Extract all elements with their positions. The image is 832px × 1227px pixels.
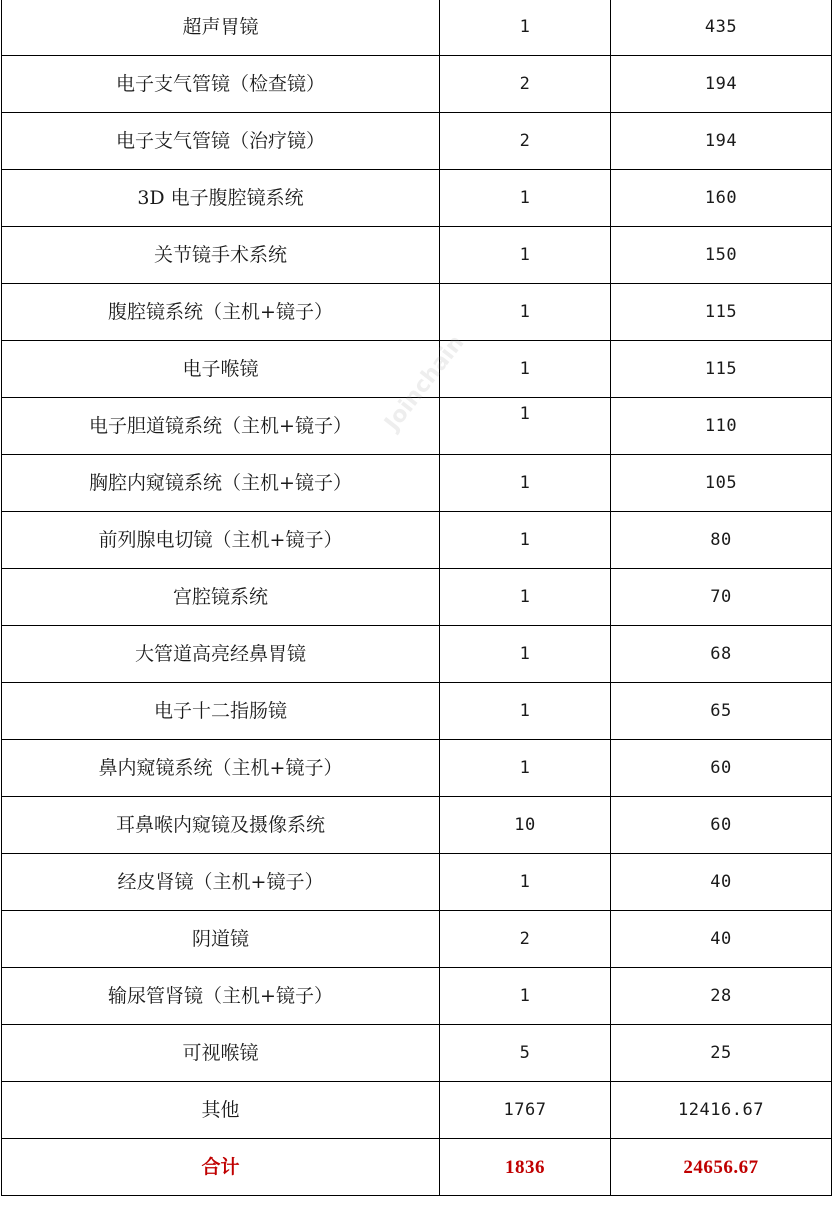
table-row [2, 797, 832, 854]
equipment-name-cell: 电子支气管镜（治疗镜） [2, 113, 440, 170]
count-cell: 1 [440, 170, 611, 227]
table-row [2, 170, 832, 227]
table-row [2, 968, 832, 1025]
equipment-name-cell: 电子支气管镜（检查镜） [2, 56, 440, 113]
equipment-name-cell: 前列腺电切镜（主机+镜子） [2, 512, 440, 569]
value-cell: 194 [611, 113, 832, 170]
equipment-name-cell: 可视喉镜 [2, 1025, 440, 1082]
value-cell: 65 [611, 683, 832, 740]
count-cell: 5 [440, 1025, 611, 1082]
value-cell: 435 [611, 0, 832, 56]
equipment-name-cell: 关节镜手术系统 [2, 227, 440, 284]
table-row [2, 113, 832, 170]
equipment-name-cell: 超声胃镜 [2, 0, 440, 56]
value-cell: 105 [611, 455, 832, 512]
equipment-name-cell: 阴道镜 [2, 911, 440, 968]
table-row [2, 911, 832, 968]
value-cell: 40 [611, 911, 832, 968]
value-cell: 60 [611, 797, 832, 854]
table-row [2, 56, 832, 113]
table-row [2, 227, 832, 284]
equipment-name-cell: 3D 电子腹腔镜系统 [2, 170, 440, 227]
value-cell: 150 [611, 227, 832, 284]
value-cell: 68 [611, 626, 832, 683]
value-cell: 110 [611, 398, 832, 455]
count-cell: 1 [440, 512, 611, 569]
equipment-name-cell: 输尿管肾镜（主机+镜子） [2, 968, 440, 1025]
count-cell: 1767 [440, 1082, 611, 1139]
count-cell: 10 [440, 797, 611, 854]
table-row [2, 854, 832, 911]
table-row [2, 512, 832, 569]
table-row [2, 683, 832, 740]
count-cell: 1 [440, 854, 611, 911]
table-row [2, 740, 832, 797]
table-row [2, 1082, 832, 1139]
total-count-cell: 1836 [440, 1139, 611, 1196]
count-cell: 1 [440, 740, 611, 797]
equipment-name-cell: 电子十二指肠镜 [2, 683, 440, 740]
value-cell: 28 [611, 968, 832, 1025]
count-cell: 2 [440, 56, 611, 113]
value-cell: 12416.67 [611, 1082, 832, 1139]
value-cell: 194 [611, 56, 832, 113]
equipment-name-cell: 宫腔镜系统 [2, 569, 440, 626]
count-cell: 1 [440, 227, 611, 284]
count-value: 1 [519, 403, 531, 424]
count-cell: 2 [440, 911, 611, 968]
equipment-name-cell: 胸腔内窥镜系统（主机+镜子） [2, 455, 440, 512]
equipment-name-cell: 电子胆道镜系统（主机+镜子） [2, 398, 440, 455]
value-cell: 60 [611, 740, 832, 797]
value-cell: 160 [611, 170, 832, 227]
count-cell: 1 [440, 284, 611, 341]
count-cell: 1 [440, 341, 611, 398]
value-cell: 40 [611, 854, 832, 911]
count-cell: 1 [440, 569, 611, 626]
value-cell: 115 [611, 341, 832, 398]
value-cell: 115 [611, 284, 832, 341]
equipment-name-cell: 经皮肾镜（主机+镜子） [2, 854, 440, 911]
table-row [2, 569, 832, 626]
equipment-name-cell: 耳鼻喉内窥镜及摄像系统 [2, 797, 440, 854]
table-row [2, 1025, 832, 1082]
table-row [2, 455, 832, 512]
table-row [2, 0, 832, 56]
equipment-name-cell: 大管道高亮经鼻胃镜 [2, 626, 440, 683]
table-row [2, 284, 832, 341]
table-row [2, 341, 832, 398]
table-row [2, 626, 832, 683]
total-label-cell: 合计 [2, 1139, 440, 1196]
count-cell: 1 [440, 968, 611, 1025]
watermark-logo: Joinchain [380, 330, 470, 436]
value-cell: 70 [611, 569, 832, 626]
equipment-name-cell: 电子喉镜 [2, 341, 440, 398]
equipment-name-cell: 鼻内窥镜系统（主机+镜子） [2, 740, 440, 797]
equipment-name-cell: 腹腔镜系统（主机+镜子） [2, 284, 440, 341]
table-row [2, 398, 832, 455]
count-cell: 1 [440, 0, 611, 56]
count-cell: 1 [440, 626, 611, 683]
value-cell: 25 [611, 1025, 832, 1082]
count-cell: 1 [440, 683, 611, 740]
total-value-cell: 24656.67 [611, 1139, 832, 1196]
equipment-name-cell: 其他 [2, 1082, 440, 1139]
count-cell [440, 398, 611, 455]
value-cell: 80 [611, 512, 832, 569]
count-cell: 2 [440, 113, 611, 170]
equipment-table [1, 0, 832, 1196]
total-row [2, 1139, 832, 1196]
count-cell: 1 [440, 455, 611, 512]
